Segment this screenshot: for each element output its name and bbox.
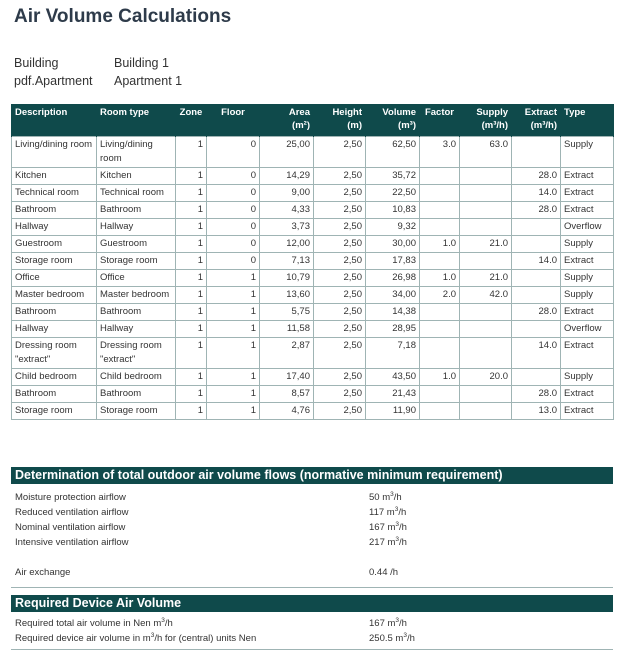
cell-factor: 1.0	[420, 236, 460, 253]
cell-description: Bathroom	[12, 304, 97, 321]
header-volume: Volume (m³)	[366, 104, 420, 137]
device-value: 250.5 $m^3/h$	[369, 631, 415, 644]
cell-supply: 21.0	[460, 270, 512, 287]
table-header-row	[12, 104, 614, 137]
cell-floor: 1	[207, 369, 260, 386]
cell-volume: 43,50	[366, 369, 420, 386]
cell-factor	[420, 253, 460, 270]
cell-room-type: Technical room	[97, 185, 176, 202]
air-exchange-value: 0.44 /h	[369, 567, 399, 578]
device-value: 167 $m^3/h$	[369, 616, 407, 629]
cell-zone: 1	[176, 369, 207, 386]
cell-area: 4,33	[260, 202, 314, 219]
cell-room-type: Hallway	[97, 321, 176, 338]
airflow-label: Moisture protection airflow	[15, 492, 126, 503]
header-floor: Floor	[207, 104, 260, 137]
table-row	[12, 185, 614, 202]
cell-volume: 9,32	[366, 219, 420, 236]
cell-extract: 28.0	[512, 304, 561, 321]
cell-type: Extract	[561, 304, 614, 321]
cell-height: 2,50	[314, 137, 366, 168]
cell-supply	[460, 338, 512, 369]
cell-height: 2,50	[314, 403, 366, 420]
cell-extract	[512, 219, 561, 236]
cell-volume: 22,50	[366, 185, 420, 202]
cell-description: Technical room	[12, 185, 97, 202]
page-title: Air Volume Calculations	[14, 6, 232, 27]
cell-supply: 63.0	[460, 137, 512, 168]
cell-type: Supply	[561, 137, 614, 168]
divider	[11, 649, 613, 650]
cell-zone: 1	[176, 338, 207, 369]
cell-zone: 1	[176, 253, 207, 270]
cell-zone: 1	[176, 386, 207, 403]
device-label: Required total air volume in Nen $m^3/h$	[15, 616, 173, 629]
table-row	[12, 369, 614, 386]
header-area: Area (m²)	[260, 104, 314, 137]
cell-zone: 1	[176, 202, 207, 219]
cell-extract: 28.0	[512, 386, 561, 403]
cell-height: 2,50	[314, 168, 366, 185]
cell-room-type: Storage room	[97, 253, 176, 270]
cell-floor: 1	[207, 321, 260, 338]
cell-area: 7,13	[260, 253, 314, 270]
cell-volume: 11,90	[366, 403, 420, 420]
cell-floor: 0	[207, 137, 260, 168]
cell-height: 2,50	[314, 202, 366, 219]
cell-area: 11,58	[260, 321, 314, 338]
cell-factor	[420, 185, 460, 202]
cell-extract	[512, 369, 561, 386]
cell-description: Storage room	[12, 253, 97, 270]
cell-supply	[460, 304, 512, 321]
cell-supply	[460, 185, 512, 202]
device-section-title: Required Device Air Volume	[11, 595, 613, 612]
cell-description: Dressing room "extract"	[12, 338, 97, 369]
cell-extract: 28.0	[512, 168, 561, 185]
cell-extract	[512, 287, 561, 304]
cell-supply: 21.0	[460, 236, 512, 253]
table-row	[12, 137, 614, 168]
cell-room-type: Living/dining room	[97, 137, 176, 168]
cell-type: Supply	[561, 369, 614, 386]
cell-zone: 1	[176, 403, 207, 420]
outdoor-section-title: Determination of total outdoor air volume flows (normative minimum requirement)	[11, 467, 613, 484]
cell-floor: 0	[207, 219, 260, 236]
cell-height: 2,50	[314, 386, 366, 403]
table-row	[12, 338, 614, 369]
cell-supply	[460, 321, 512, 338]
cell-factor	[420, 321, 460, 338]
cell-zone: 1	[176, 236, 207, 253]
cell-supply: 42.0	[460, 287, 512, 304]
cell-room-type: Office	[97, 270, 176, 287]
cell-description: Guestroom	[12, 236, 97, 253]
cell-area: 13,60	[260, 287, 314, 304]
cell-factor	[420, 338, 460, 369]
meta-label: Building	[14, 56, 59, 70]
cell-supply	[460, 168, 512, 185]
table-row	[12, 202, 614, 219]
header-type: Type	[561, 104, 614, 137]
cell-factor	[420, 304, 460, 321]
air-exchange-label: Air exchange	[15, 567, 71, 578]
airflow-value: 167 $m^3/h$	[369, 520, 407, 533]
cell-floor: 1	[207, 338, 260, 369]
cell-description: Office	[12, 270, 97, 287]
cell-factor	[420, 386, 460, 403]
cell-floor: 0	[207, 253, 260, 270]
cell-height: 2,50	[314, 219, 366, 236]
cell-floor: 1	[207, 270, 260, 287]
airflow-value: 117 $m^3/h$	[369, 505, 407, 518]
cell-volume: 26,98	[366, 270, 420, 287]
cell-factor	[420, 168, 460, 185]
cell-volume: 35,72	[366, 168, 420, 185]
cell-supply: 20.0	[460, 369, 512, 386]
cell-extract	[512, 321, 561, 338]
cell-type: Overflow	[561, 321, 614, 338]
cell-floor: 0	[207, 202, 260, 219]
cell-volume: 34,00	[366, 287, 420, 304]
cell-height: 2,50	[314, 236, 366, 253]
cell-zone: 1	[176, 168, 207, 185]
cell-area: 17,40	[260, 369, 314, 386]
header-room-type: Room type	[97, 104, 176, 137]
meta-value: Apartment 1	[114, 74, 183, 88]
cell-zone: 1	[176, 185, 207, 202]
cell-type: Extract	[561, 403, 614, 420]
cell-type: Extract	[561, 253, 614, 270]
cell-room-type: Dressing room "extract"	[97, 338, 176, 369]
cell-room-type: Child bedroom	[97, 369, 176, 386]
cell-volume: 14,38	[366, 304, 420, 321]
cell-type: Extract	[561, 338, 614, 369]
cell-factor: 2.0	[420, 287, 460, 304]
cell-zone: 1	[176, 321, 207, 338]
cell-supply	[460, 253, 512, 270]
table-row	[12, 219, 614, 236]
table-row	[12, 287, 614, 304]
header-factor: Factor	[420, 104, 460, 137]
cell-floor: 1	[207, 287, 260, 304]
cell-extract: 13.0	[512, 403, 561, 420]
cell-height: 2,50	[314, 369, 366, 386]
cell-zone: 1	[176, 287, 207, 304]
cell-floor: 0	[207, 185, 260, 202]
cell-room-type: Hallway	[97, 219, 176, 236]
cell-room-type: Storage room	[97, 403, 176, 420]
cell-extract	[512, 270, 561, 287]
cell-factor	[420, 202, 460, 219]
room-table	[11, 104, 614, 420]
cell-height: 2,50	[314, 185, 366, 202]
device-label: Required device air volume in $m^3/h$ for (central) units Nen	[15, 631, 257, 644]
header-supply: Supply (m³/h)	[460, 104, 512, 137]
cell-floor: 1	[207, 304, 260, 321]
cell-room-type: Bathroom	[97, 304, 176, 321]
meta-label: pdf.Apartment	[14, 74, 93, 88]
cell-area: 3,73	[260, 219, 314, 236]
airflow-label: Nominal ventilation airflow	[15, 522, 126, 533]
airflow-value: 217 $m^3/h$	[369, 535, 407, 548]
cell-supply	[460, 386, 512, 403]
cell-floor: 1	[207, 386, 260, 403]
cell-description: Bathroom	[12, 386, 97, 403]
header-height: Height (m)	[314, 104, 366, 137]
cell-room-type: Bathroom	[97, 386, 176, 403]
cell-area: 14,29	[260, 168, 314, 185]
cell-area: 12,00	[260, 236, 314, 253]
cell-volume: 30,00	[366, 236, 420, 253]
cell-description: Living/dining room	[12, 137, 97, 168]
cell-height: 2,50	[314, 321, 366, 338]
cell-room-type: Kitchen	[97, 168, 176, 185]
table-row	[12, 168, 614, 185]
table-row	[12, 253, 614, 270]
cell-height: 2,50	[314, 287, 366, 304]
cell-height: 2,50	[314, 270, 366, 287]
cell-area: 8,57	[260, 386, 314, 403]
cell-floor: 1	[207, 403, 260, 420]
table-row	[12, 236, 614, 253]
airflow-value: 50 $m^3/h$	[369, 490, 402, 503]
cell-extract: 14.0	[512, 185, 561, 202]
cell-area: 4,76	[260, 403, 314, 420]
cell-area: 25,00	[260, 137, 314, 168]
cell-description: Master bedroom	[12, 287, 97, 304]
cell-description: Child bedroom	[12, 369, 97, 386]
table-row	[12, 321, 614, 338]
airflow-label: Reduced ventilation airflow	[15, 507, 129, 518]
cell-type: Supply	[561, 287, 614, 304]
cell-height: 2,50	[314, 304, 366, 321]
cell-factor	[420, 219, 460, 236]
table-row	[12, 304, 614, 321]
table-row	[12, 270, 614, 287]
airflow-label: Intensive ventilation airflow	[15, 537, 129, 548]
cell-description: Bathroom	[12, 202, 97, 219]
cell-area: 10,79	[260, 270, 314, 287]
cell-area: 9,00	[260, 185, 314, 202]
cell-type: Extract	[561, 386, 614, 403]
cell-volume: 28,95	[366, 321, 420, 338]
cell-supply	[460, 202, 512, 219]
cell-factor	[420, 403, 460, 420]
cell-description: Hallway	[12, 219, 97, 236]
cell-type: Supply	[561, 236, 614, 253]
cell-area: 2,87	[260, 338, 314, 369]
cell-extract: 14.0	[512, 253, 561, 270]
cell-floor: 0	[207, 168, 260, 185]
cell-description: Storage room	[12, 403, 97, 420]
cell-type: Extract	[561, 185, 614, 202]
cell-volume: 62,50	[366, 137, 420, 168]
cell-zone: 1	[176, 219, 207, 236]
cell-room-type: Guestroom	[97, 236, 176, 253]
cell-type: Supply	[561, 270, 614, 287]
cell-volume: 7,18	[366, 338, 420, 369]
cell-type: Overflow	[561, 219, 614, 236]
table-row	[12, 386, 614, 403]
cell-description: Kitchen	[12, 168, 97, 185]
cell-height: 2,50	[314, 338, 366, 369]
cell-extract: 28.0	[512, 202, 561, 219]
cell-factor: 1.0	[420, 369, 460, 386]
cell-room-type: Master bedroom	[97, 287, 176, 304]
table-row	[12, 403, 614, 420]
cell-supply	[460, 219, 512, 236]
cell-extract	[512, 236, 561, 253]
cell-description: Hallway	[12, 321, 97, 338]
cell-extract: 14.0	[512, 338, 561, 369]
header-zone: Zone	[176, 104, 207, 137]
cell-factor: 3.0	[420, 137, 460, 168]
cell-volume: 10,83	[366, 202, 420, 219]
cell-factor: 1.0	[420, 270, 460, 287]
header-extract: Extract (m³/h)	[512, 104, 561, 137]
meta-value: Building 1	[114, 56, 169, 70]
divider	[11, 587, 613, 588]
cell-zone: 1	[176, 304, 207, 321]
cell-room-type: Bathroom	[97, 202, 176, 219]
cell-zone: 1	[176, 270, 207, 287]
cell-extract	[512, 137, 561, 168]
cell-area: 5,75	[260, 304, 314, 321]
cell-zone: 1	[176, 137, 207, 168]
cell-type: Extract	[561, 168, 614, 185]
cell-volume: 21,43	[366, 386, 420, 403]
cell-volume: 17,83	[366, 253, 420, 270]
cell-supply	[460, 403, 512, 420]
header-description: Description	[12, 104, 97, 137]
cell-floor: 0	[207, 236, 260, 253]
cell-type: Extract	[561, 202, 614, 219]
cell-height: 2,50	[314, 253, 366, 270]
